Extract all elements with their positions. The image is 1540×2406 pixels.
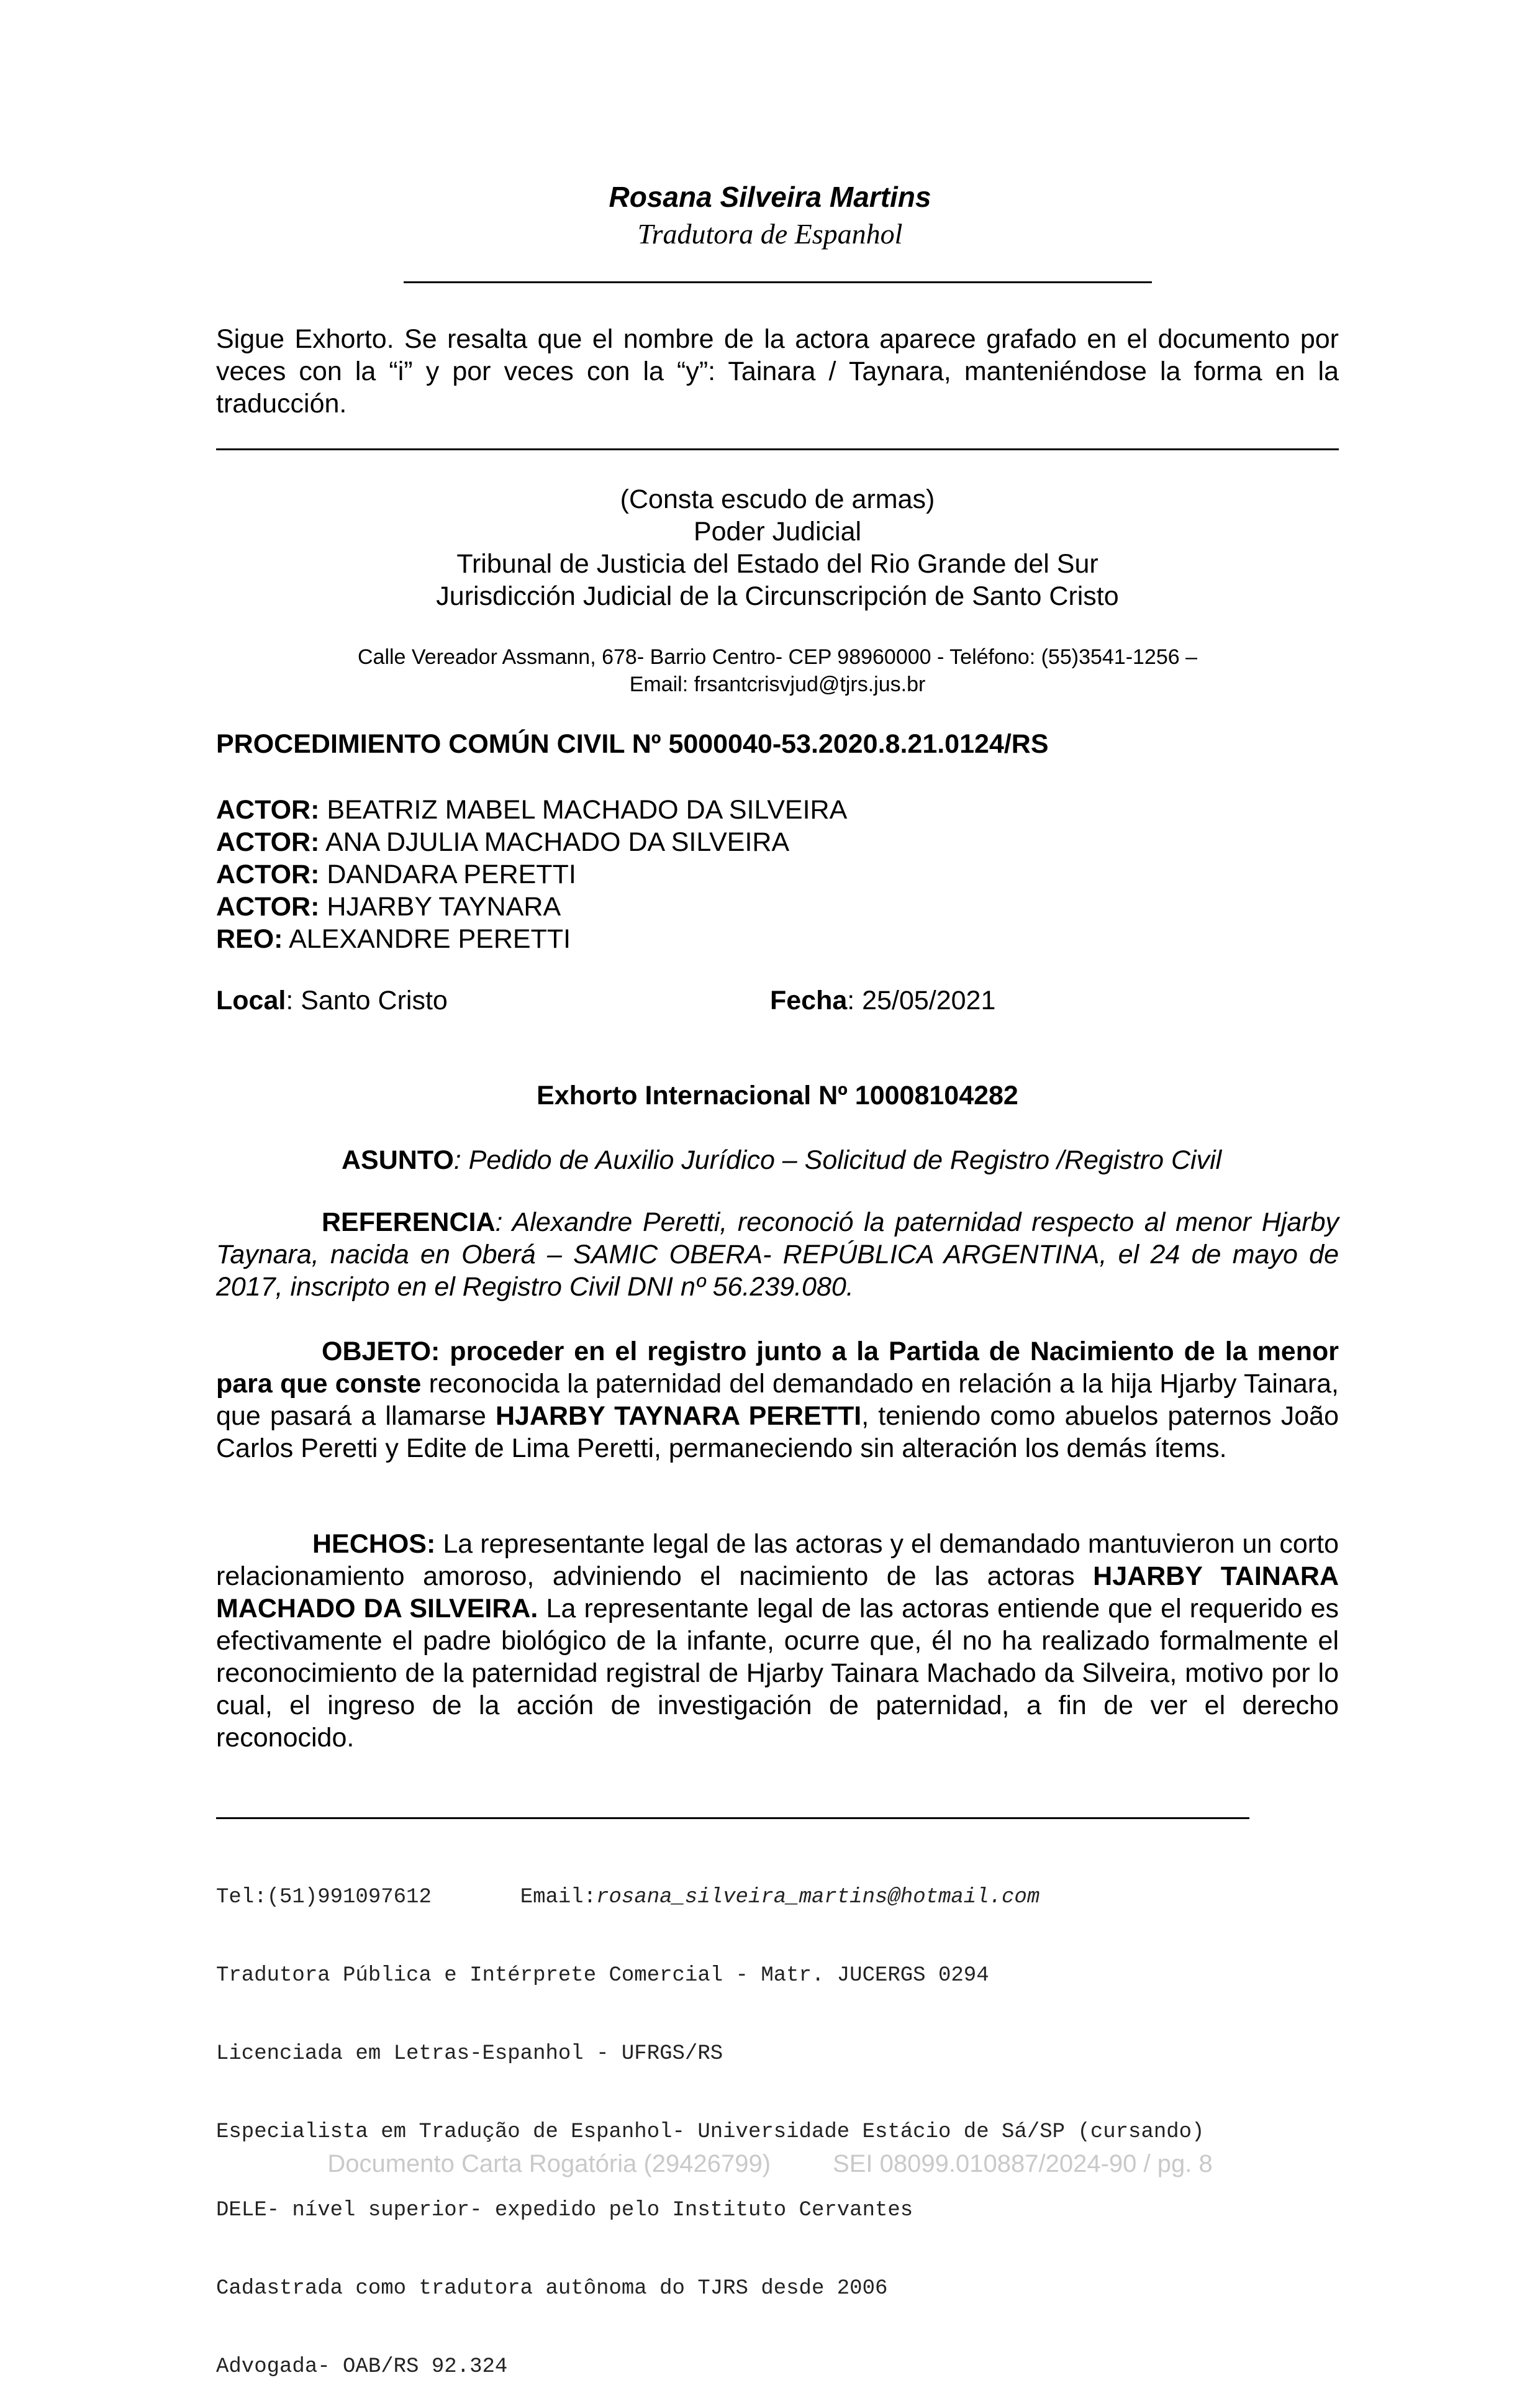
facts-text-end: La representante legal de las actoras entiende que el requerido es efectivamente el padre biológico de la infante, ocurre que, él no ha realizado formalmente el reconocimiento de la paternidad registral de Hjarby Tainara Machado da Silveira, motivo por lo cual, el ingreso de la acción de investigación de paternidad, a fin de ver el derecho reconocido.: [216, 1594, 1339, 1753]
footer-email-label: Email:: [520, 1886, 597, 1909]
footer-line: Advogada- OAB/RS 92.324: [216, 2355, 508, 2379]
party-row: [216, 858, 1339, 891]
party-role: ACTOR:: [216, 795, 320, 825]
facts-paragraph: [216, 1528, 1339, 1754]
court-contact: [216, 643, 1339, 698]
court-email: Email: frsantcrisvjud@tjrs.jus.br: [629, 673, 926, 696]
object-text-end: , teniendo como abuelos paternos João Carlos Peretti y Edite de Lima Peretti, permaneciendo sin alteración los demás ítems.: [216, 1401, 1339, 1463]
footer-line: Licenciada em Letras-Espanhol - UFRGS/RS: [216, 2042, 723, 2066]
header-divider: [404, 281, 1152, 283]
intro-divider: [216, 448, 1339, 450]
object-text: reconocida la paternidad del demandado en relación a la hija Hjarby Tainara, que pasará a llamarse: [216, 1369, 1339, 1431]
court-address: Calle Vereador Assmann, 678- Barrio Centro- CEP 98960000 - Teléfono: (55)3541-1256 –: [357, 645, 1198, 669]
coat-of-arms-note: (Consta escudo de armas): [620, 484, 935, 514]
object-bold-lead: OBJETO: proceder en el registro junto a la Partida de Nacimiento de la menor para que conste: [216, 1337, 1339, 1399]
procedure-number: PROCEDIMIENTO COMÚN CIVIL Nº 5000040-53.2020.8.21.0124/RS: [216, 729, 1049, 759]
court-jurisdiction: Jurisdicción Judicial de la Circunscripción de Santo Cristo: [436, 581, 1119, 611]
translator-note: Sigue Exhorto. Se resalta que el nombre de la actora aparece grafado en el documento por veces con la “i” y por veces con la “y”: Tainara / Taynara, manteniéndose la forma en la traducción.: [216, 324, 1339, 419]
local-value: : Santo Cristo: [286, 986, 448, 1015]
footer-line: Especialista em Tradução de Espanhol- Universidade Estácio de Sá/SP (cursando): [216, 2120, 1205, 2144]
party-row: [216, 826, 1339, 858]
object-new-name: HJARBY TAYNARA PERETTI: [495, 1401, 862, 1431]
footer-email: rosana_silveira_martins@hotmail.com: [596, 1886, 1040, 1909]
party-row: [216, 794, 1339, 826]
watermark-document: Documento Carta Rogatória (29426799): [327, 2150, 771, 2177]
party-name: ANA DJULIA MACHADO DA SILVEIRA: [325, 827, 790, 857]
translator-name: Rosana Silveira Martins: [609, 181, 931, 213]
watermark-sei: SEI 08099.010887/2024-90 / pg. 8: [833, 2150, 1213, 2177]
facts-bold-name: HJARBY TAINARA MACHADO DA SILVEIRA.: [216, 1561, 1339, 1623]
reference-text: : Alexandre Peretti, reconoció la paternidad respecto al menor Hjarby Taynara, nacida en Oberá – SAMIC OBERA- REPÚBLICA ARGENTINA, el 24 de mayo de 2017, inscripto en el Registro Civil DNI nº 56.239.080.: [216, 1207, 1339, 1302]
object-paragraph: [216, 1335, 1339, 1464]
translator-role: Tradutora de Espanhol: [637, 218, 903, 250]
date-label: Fecha: [770, 986, 848, 1015]
party-name: ALEXANDRE PERETTI: [289, 924, 571, 954]
party-role: ACTOR:: [216, 892, 320, 922]
party-name: DANDARA PERETTI: [327, 860, 576, 889]
reference-paragraph: [216, 1206, 1339, 1303]
footer-contact: [216, 1884, 1339, 1910]
subject-line: [342, 1144, 1339, 1176]
footer-line: Tradutora Pública e Intérprete Comercial - Matr. JUCERGS 0294: [216, 1964, 989, 1987]
local-label: Local: [216, 986, 286, 1015]
court-power: Poder Judicial: [693, 517, 862, 547]
party-role: ACTOR:: [216, 827, 320, 857]
footer-line: DELE- nível superior- expedido pelo Instituto Cervantes: [216, 2199, 913, 2222]
court-tribunal: Tribunal de Justicia del Estado del Rio Grande del Sur: [456, 549, 1098, 579]
translator-footer: [216, 1832, 1339, 2406]
date-field: [770, 984, 995, 1017]
facts-label: HECHOS:: [312, 1529, 436, 1559]
subject-text: : Pedido de Auxilio Jurídico – Solicitud de Registro /Registro Civil: [453, 1145, 1222, 1175]
document-watermark: [0, 2150, 1540, 2178]
footer-line: Cadastrada como tradutora autônoma do TJRS desde 2006: [216, 2277, 888, 2300]
parties-list: [216, 794, 1339, 955]
court-header: [216, 483, 1339, 612]
party-role: ACTOR:: [216, 860, 320, 889]
party-name: HJARBY TAYNARA: [327, 892, 561, 922]
party-name: BEATRIZ MABEL MACHADO DA SILVEIRA: [327, 795, 848, 825]
reference-label: REFERENCIA: [322, 1207, 496, 1237]
facts-text: La representante legal de las actoras y el demandado mantuvieron un corto relacionamiento amoroso, adviniendo el nacimiento de las actoras: [216, 1529, 1339, 1591]
footer-divider: [216, 1817, 1249, 1819]
party-row: [216, 891, 1339, 923]
party-row: [216, 923, 1339, 955]
exhorto-title: Exhorto Internacional Nº 10008104282: [537, 1081, 1018, 1110]
local-field: [216, 984, 448, 1017]
date-value: : 25/05/2021: [847, 986, 996, 1015]
party-role: REO:: [216, 924, 283, 954]
footer-phone: Tel:(51)991097612: [216, 1886, 432, 1909]
subject-label: ASUNTO: [342, 1145, 454, 1175]
